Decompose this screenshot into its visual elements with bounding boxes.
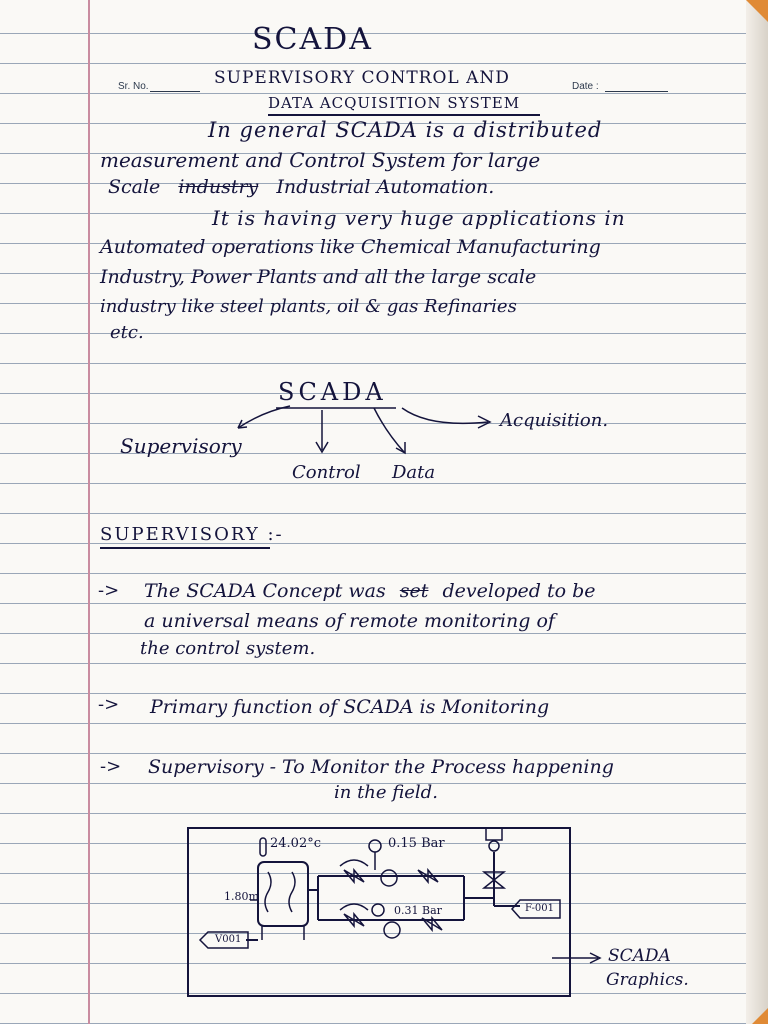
breakdown-acquisition: Acquisition.: [500, 410, 609, 431]
bullet-marker-3: ->: [100, 756, 122, 777]
point-1-line-2: a universal means of remote monitoring of: [144, 610, 555, 632]
subtitle-line-2: DATA ACQUISITION SYSTEM: [268, 94, 521, 112]
bullet-marker-1: ->: [98, 580, 120, 601]
bullet-marker-2: ->: [98, 694, 120, 715]
breakdown-control: Control: [292, 462, 361, 483]
page-title: SCADA: [252, 22, 373, 57]
supervisory-heading: SUPERVISORY :-: [100, 524, 284, 545]
intro-line-3-rest: Industrial Automation.: [276, 176, 495, 198]
point-1-part-b: developed to be: [442, 580, 596, 602]
valve-tag-left: V001: [215, 934, 242, 945]
intro-line-2: measurement and Control System for large: [100, 148, 541, 172]
intro-line-1: In general SCADA is a distributed: [208, 118, 603, 142]
point-1-part-a: The SCADA Concept was: [144, 580, 386, 602]
struck-word-industry: industry: [178, 176, 259, 198]
point-3-line-1: Supervisory - To Monitor the Process happening: [148, 756, 614, 778]
feed-tag-right: F-001: [525, 903, 554, 914]
breakdown-data: Data: [392, 462, 436, 483]
intro-line-4: It is having very huge applications in: [212, 206, 626, 230]
intro-line-3-scale: Scale: [108, 176, 161, 198]
callout-graphics: Graphics.: [606, 970, 689, 990]
intro-line-5: Automated operations like Chemical Manufacturing: [100, 236, 601, 258]
temperature-reading: 24.02°c: [270, 836, 321, 851]
sr-no-label: Sr. No.: [118, 81, 149, 92]
intro-line-8: etc.: [110, 322, 144, 343]
subtitle-line-1: SUPERVISORY CONTROL AND: [214, 68, 510, 88]
intro-line-7: industry like steel plants, oil & gas Refinaries: [100, 296, 517, 317]
point-3-line-2: in the field.: [334, 782, 438, 803]
point-1-line-3: the control system.: [140, 638, 316, 659]
struck-word-set: set: [399, 580, 429, 602]
date-label: Date :: [572, 81, 599, 92]
breakdown-root: SCADA: [278, 378, 387, 406]
point-2: Primary function of SCADA is Monitoring: [150, 696, 550, 718]
breakdown-supervisory: Supervisory: [120, 434, 242, 458]
callout-scada: SCADA: [608, 946, 671, 966]
pressure-bottom-reading: 0.31 Bar: [394, 904, 442, 917]
level-reading: 1.80m: [224, 890, 259, 903]
pressure-top-reading: 0.15 Bar: [388, 836, 445, 851]
intro-line-6: Industry, Power Plants and all the large scale: [100, 266, 537, 288]
